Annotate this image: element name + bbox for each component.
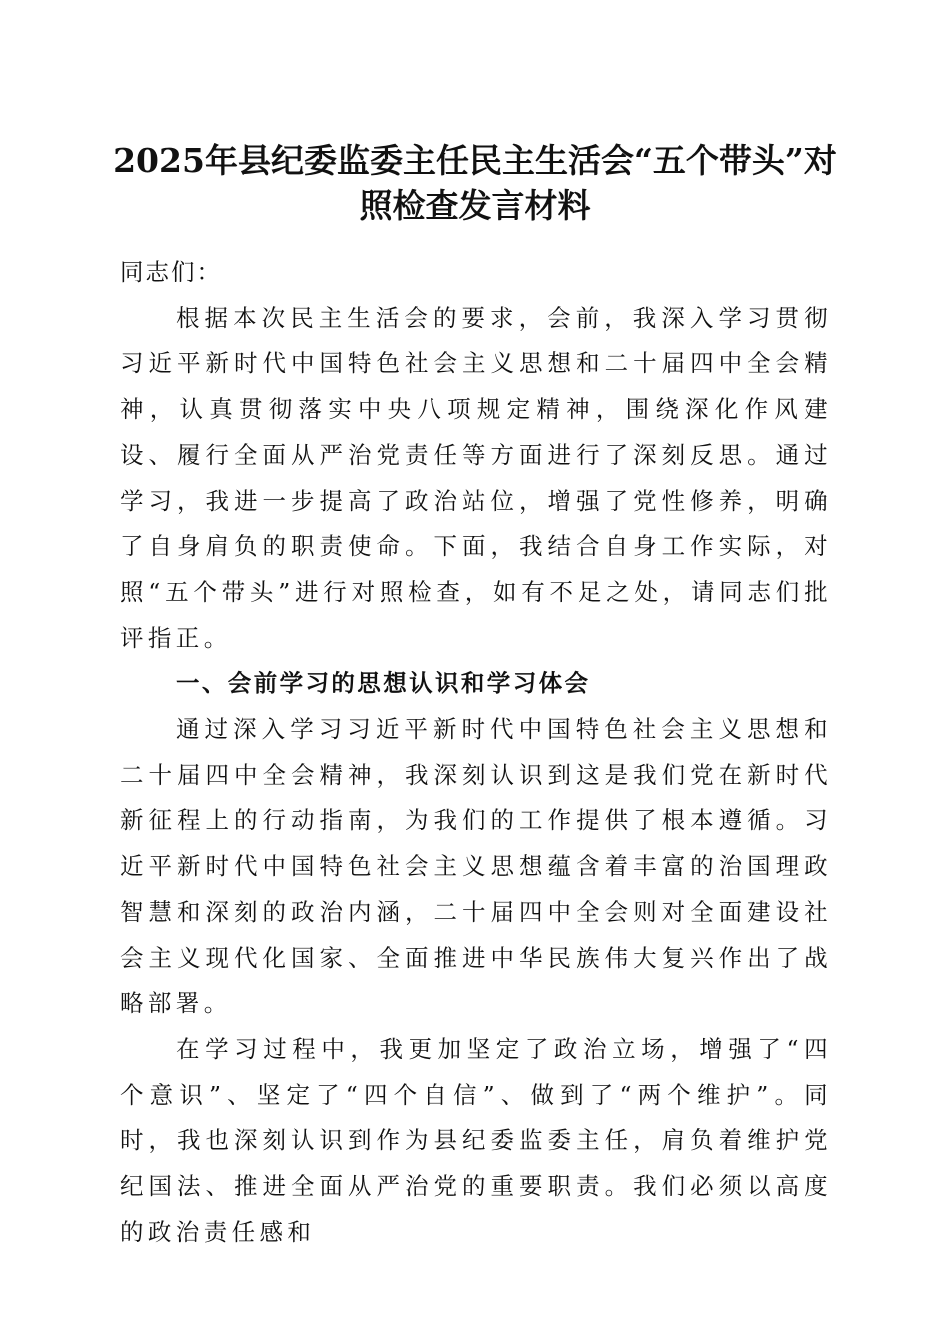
intro-paragraph: 根据本次民主生活会的要求，会前，我深入学习贯彻习近平新时代中国特色社会主义思想和二十届四中全会精神，认真贯彻落实中央八项规定精神，围绕深化作风建设、履行全面从严治党责任等方面进行了深刻反思。通过学习，我进一步提高了政治站位，增强了党性修养，明确了自身肩负的职责使命。下面，我结合自身工作实际，对照“五个带头”进行对照检查，如有不足之处，请同志们批评指正。 (120, 303, 832, 652)
body-paragraph: 通过深入学习习近平新时代中国特色社会主义思想和二十届四中全会精神，我深刻认识到这是我们党在新时代新征程上的行动指南，为我们的工作提供了根本遵循。习近平新时代中国特色社会主义思想蕴含着丰富的治国理政智慧和深刻的政治内涵，二十届四中全会则对全面建设社会主义现代化国家、全面推进中华民族伟大复兴作出了战略部署。 (120, 715, 832, 1018)
body-paragraph: 在学习过程中，我更加坚定了政治立场，增强了“四个意识”、坚定了“四个自信”、做到了“两个维护”。同时，我也深刻认识到作为县纪委监委主任，肩负着维护党纪国法、推进全面从严治党的重要职责。我们必须以高度的政治责任感和 (120, 1034, 832, 1246)
document-body (120, 250, 832, 1255)
section-heading: 一、会前学习的思想认识和学习体会 (176, 669, 591, 698)
salutation: 同志们： (120, 258, 222, 286)
document-title: 2025年县纪委监委主任民主生活会“五个带头”对照检查发言材料 (113, 141, 837, 225)
